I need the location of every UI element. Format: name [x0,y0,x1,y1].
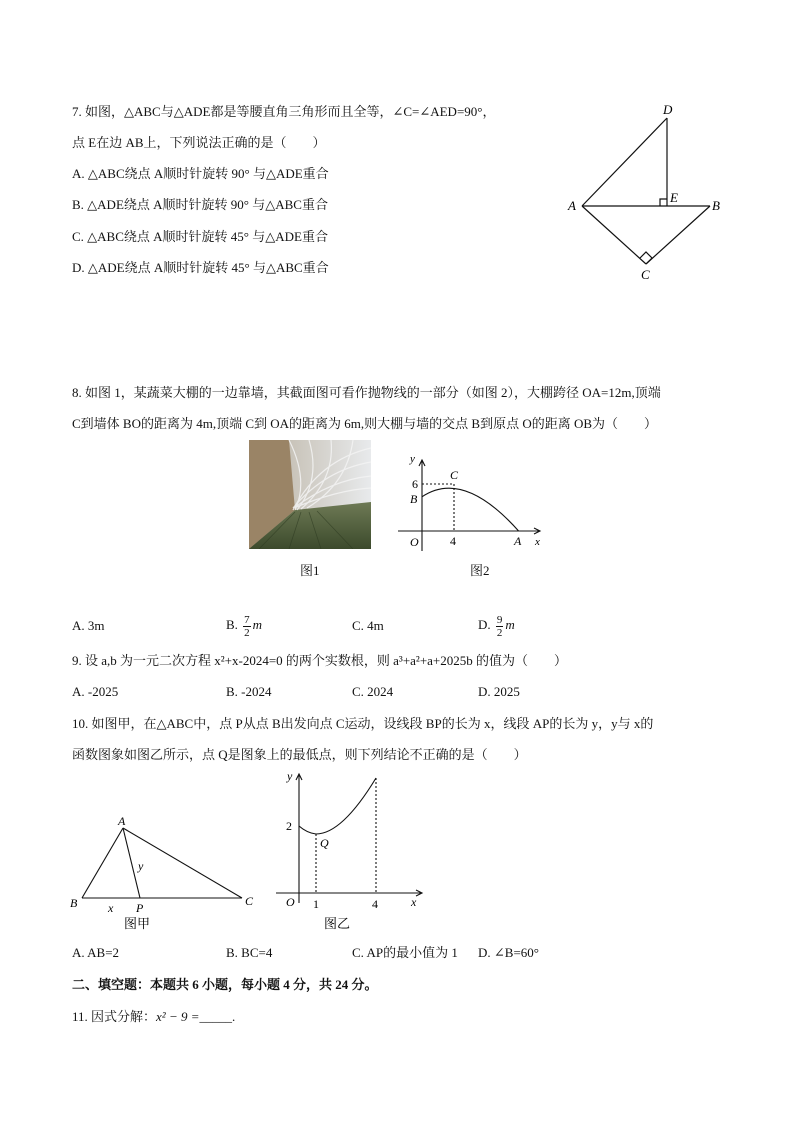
q10-option-b: B. BC=4 [226,945,273,960]
q10-figure-yi [272,766,432,938]
q8-label-four: 4 [450,534,456,548]
q10-jia-caption: 图甲 [124,916,151,931]
q10-yi-label-x: x [411,895,417,909]
q8-option-a: A. 3m [72,618,105,633]
q8-option-b [226,608,262,642]
q10-option-c: C. AP的最小值为 1 [352,945,458,960]
q7-option-d: D. △ADE绕点 A顺时针旋转 45° 与△ABC重合 [72,260,329,275]
q10-yi-label-q: Q [320,836,329,850]
q8-label-c: C [450,468,459,482]
q9-option-a: A. -2025 [72,684,119,699]
q7-line2: 点 E在边 AB上，下列说法正确的是（ ） [72,135,326,150]
q8-label-a: A [514,534,522,548]
q8-graph [394,446,554,556]
q8-option-b-unit: m [252,617,263,632]
q7-seg-bc [646,206,710,264]
q8-option-d-fraction [496,614,504,639]
q7-figure [560,98,730,288]
q7-seg-ac [582,206,646,264]
q7-seg-ad [582,118,667,206]
q8-option-b-den: 2 [244,626,250,639]
q10-yi-label-y: y [287,769,293,783]
q8-label-o: O [410,535,419,549]
q10-jia-label-p: P [136,901,144,915]
q8-option-d-unit: m [505,617,515,632]
q10-jia-label-b: B [70,896,78,910]
q7-label-d: D [663,102,673,117]
q7-right-angle-e [660,199,667,206]
q7-option-b: B. △ADE绕点 A顺时针旋转 90° 与△ABC重合 [72,197,328,212]
q8-option-d-den: 2 [496,626,503,639]
q10-yi-label-one: 1 [313,897,319,911]
q11-end: . [232,1009,236,1024]
q10-jia-label-c: C [245,894,254,908]
q7-label-c: C [641,267,650,282]
q7-right-angle-c [640,252,652,264]
q10-option-a: A. AB=2 [72,945,120,960]
q8-line2: C到墙体 BO的距离为 4m,顶端 C到 OA的距离为 6m,则大棚与墙的交点 B到原点 O的距离 OB为（ ） [72,416,658,431]
q10-jia-label-x: x [108,901,114,915]
q8-parabola [422,488,519,531]
q7-option-a: A. △ABC绕点 A顺时针旋转 90° 与△ADE重合 [72,166,329,181]
q10-jia-label-y: y [138,859,144,873]
q8-option-d-label: D. [478,617,491,632]
q8-line1: 8. 如图 1，某蔬菜大棚的一边靠墙，其截面图可看作抛物线的一部分（如图 2），大棚跨径 OA=12m,顶端 [72,385,661,400]
q10-yi-curve [299,778,376,834]
fig1-caption: 图1 [300,563,320,578]
q8-label-b: B [410,492,418,506]
fig2-caption: 图2 [470,563,490,578]
q11-blank: _____ [199,1009,232,1024]
q9-option-c: C. 2024 [352,684,394,699]
q10-yi-caption: 图乙 [324,916,351,931]
q10-line2: 函数图象如图乙所示，点 Q是图象上的最低点，则下列结论不正确的是（ ） [72,747,527,762]
section2-heading: 二、填空题：本题共 6 小题，每小题 4 分，共 24 分。 [72,977,378,992]
q9-line1: 9. 设 a,b 为一元二次方程 x²+x-2024=0 的两个实数根，则 a³+a²+a+2025b 的值为（ ） [72,653,568,668]
greenhouse-photo [249,440,371,549]
q8-option-c: C. 4m [352,618,384,633]
q10-jia-label-a: A [118,814,126,828]
q8-label-six: 6 [412,477,418,491]
q11-prefix: 11. 因式分解： [72,1009,157,1024]
q11-line [72,1008,235,1026]
q7-line1: 7. 如图，△ABC与△ADE都是等腰直角三角形而且全等，∠C=∠AED=90°， [72,104,496,119]
q8-option-d-num: 9 [496,613,503,626]
q7-option-c: C. △ABC绕点 A顺时针旋转 45° 与△ADE重合 [72,229,328,244]
q10-figure-jia [66,812,266,936]
q8-option-b-num: 7 [244,613,250,626]
q10-option-d: D. ∠B=60° [478,945,539,960]
q11-expr: x² − 9 = [156,1009,200,1024]
q7-label-b: B [712,198,720,213]
q9-option-b: B. -2024 [226,684,272,699]
q8-label-x: x [535,536,540,548]
q10-yi-label-two: 2 [286,819,292,833]
q10-line1: 10. 如图甲，在△ABC中，点 P从点 B出发向点 C运动，设线段 BP的长为 x，线段 AP的长为 y，y与 x的 [72,716,654,731]
q8-label-y: y [410,453,415,465]
q8-option-b-label: B. [226,617,238,632]
q10-yi-label-o: O [286,895,295,909]
q7-label-a: A [568,198,576,213]
q10-seg-ab [82,828,123,898]
q8-option-b-fraction [243,614,251,639]
q9-option-d: D. 2025 [478,684,520,699]
q10-yi-label-four: 4 [372,897,378,911]
q8-option-d [478,608,515,642]
q7-label-e: E [670,190,678,205]
